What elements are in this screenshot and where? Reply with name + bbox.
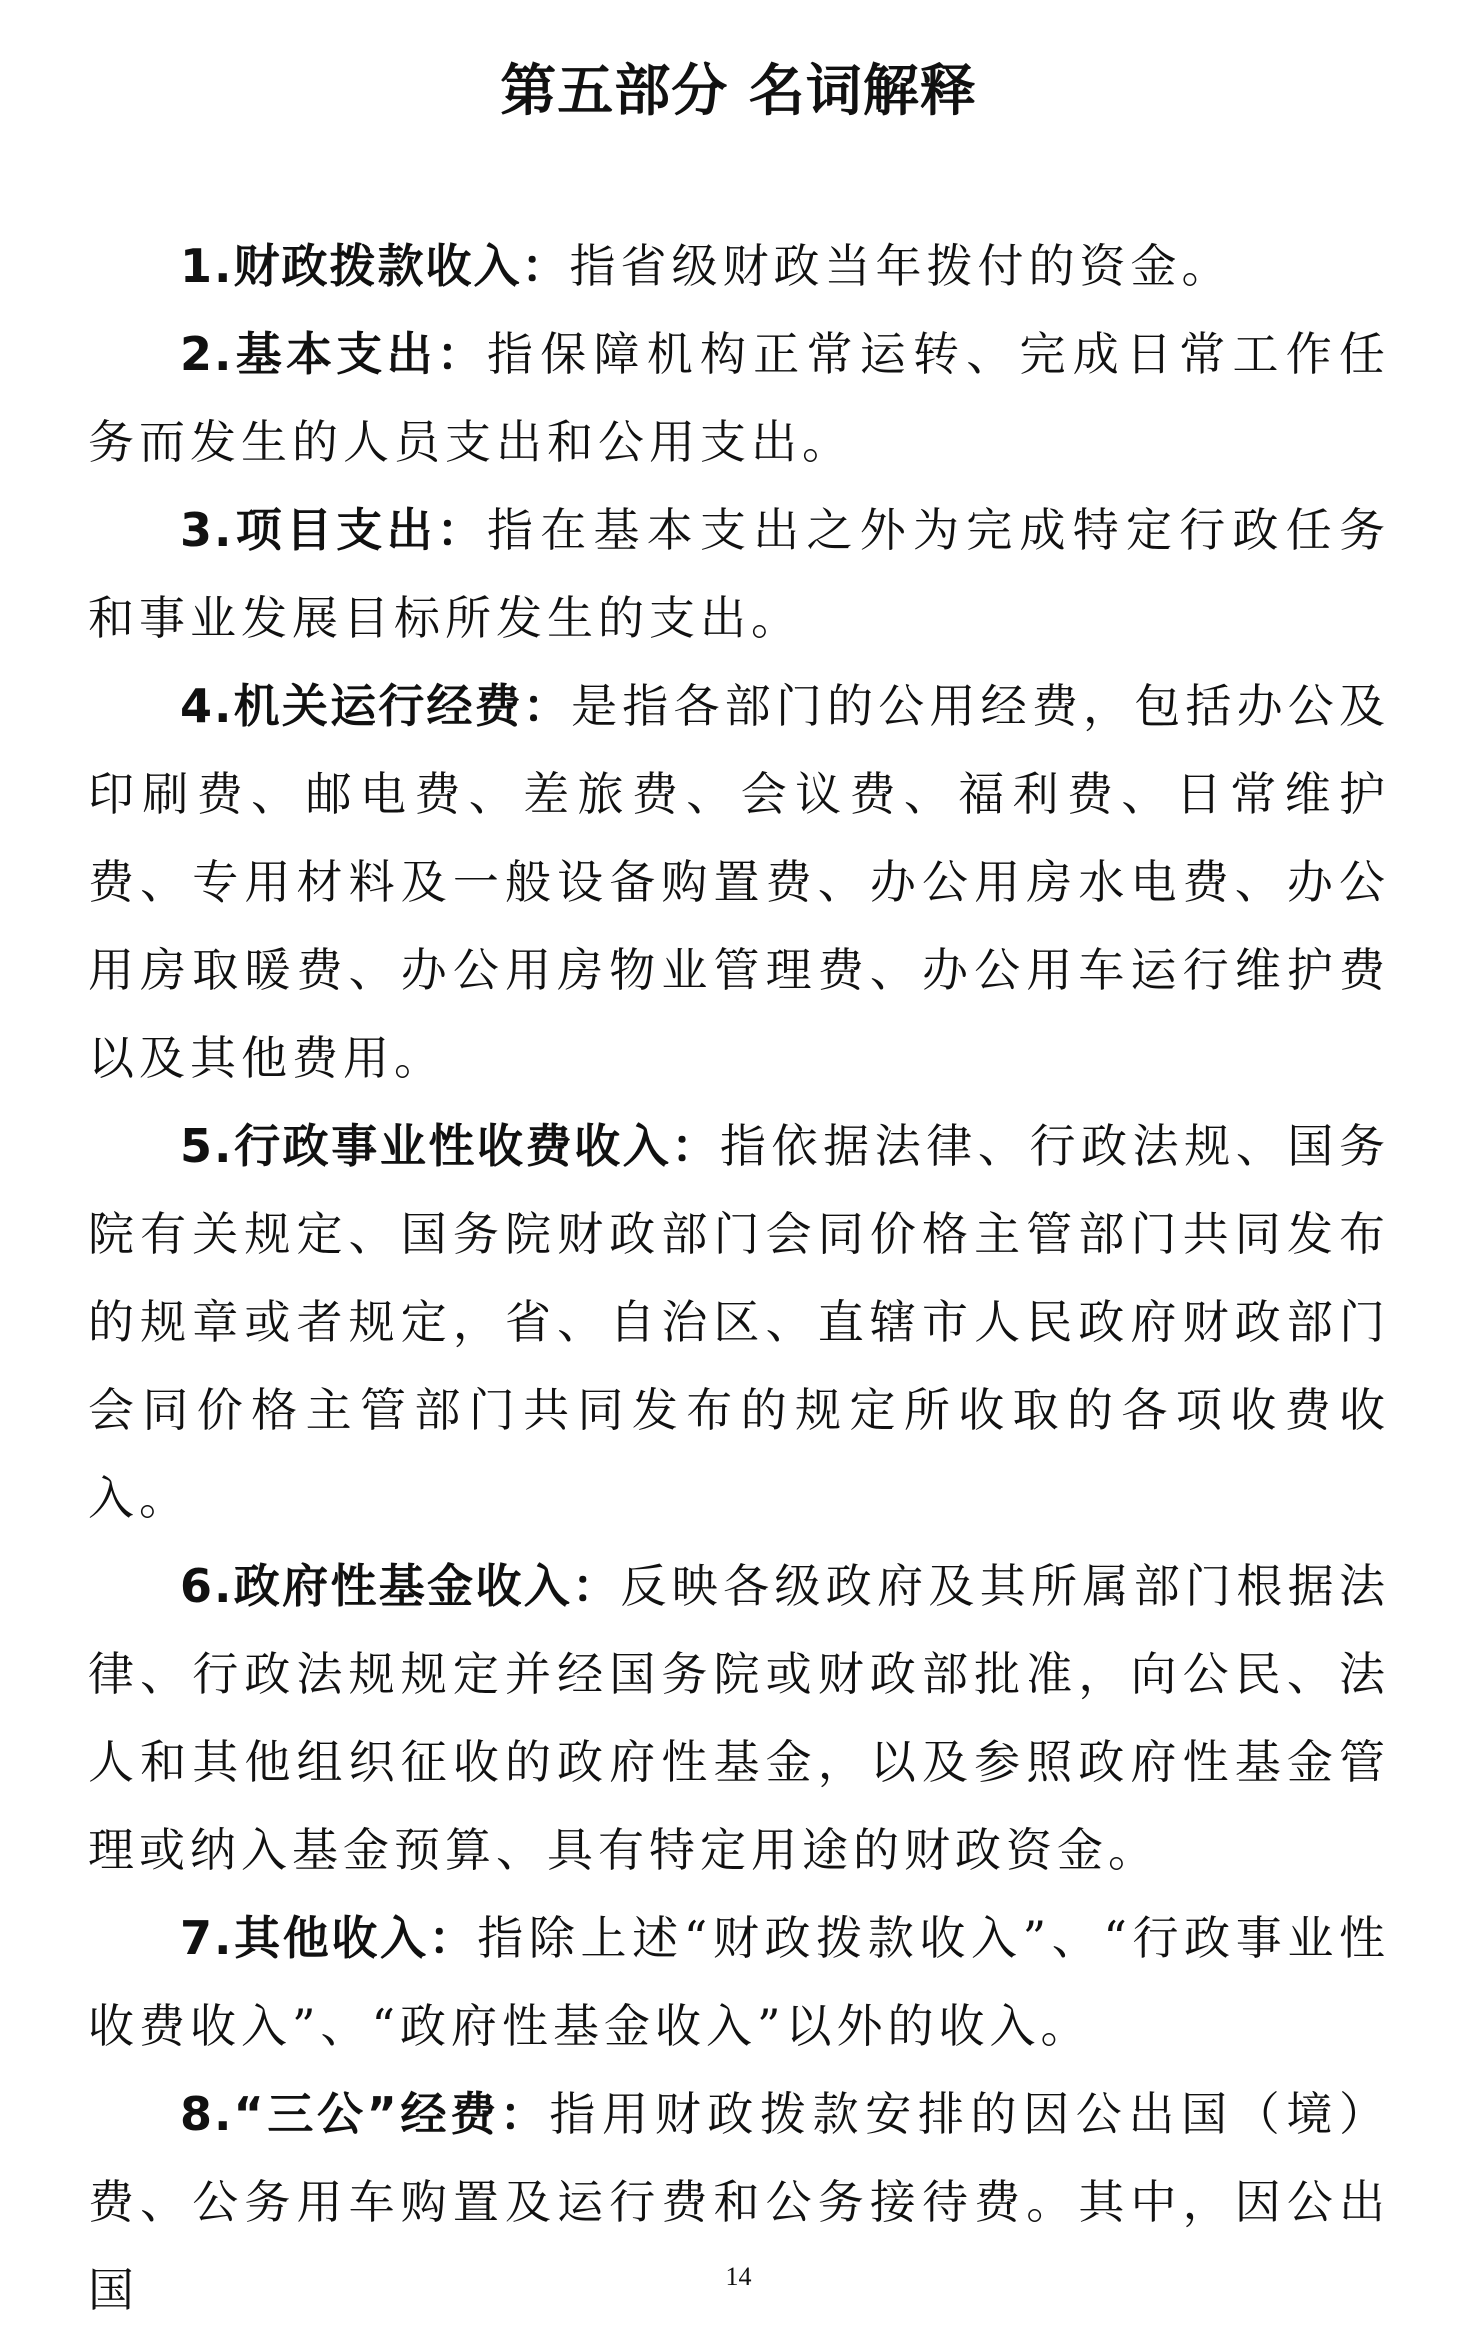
definition-term: 4.机关运行经费： [180,679,572,733]
definition-item [88,1102,1390,1542]
definition-text: 指在基本支出之外为完成特定行政任务和事业发展目标所发生的支出。 [88,503,1391,645]
definition-text: 指除上述“财政拨款收入”、“行政事业性收费收入”、“政府性基金收入”以外的收入。 [88,1911,1390,2053]
definitions-list [88,222,1390,2334]
definition-term: 6.政府性基金收入： [180,1559,621,1613]
definition-item [88,310,1390,486]
definition-item [88,486,1390,662]
definition-text: 指用财政拨款安排的因公出国（境）费、公务用车购置及运行费和公务接待费。其中，因公出国 [88,2087,1390,2317]
definition-item [88,1894,1390,2070]
page-number: 14 [725,2262,752,2291]
definition-term: 7.其他收入： [180,1911,478,1965]
definition-item [88,662,1390,1102]
definition-text: 是指各部门的公用经费，包括办公及印刷费、邮电费、差旅费、会议费、福利费、日常维护费、专用材料及一般设备购置费、办公用房水电费、办公用房取暖费、办公用房物业管理费、办公用车运行维护费以及其他费用。 [88,679,1391,1085]
definition-term: 8.“三公”经费： [180,2087,550,2141]
page-title: 第五部分 名词解释 [500,59,977,124]
definition-text: 指依据法律、行政法规、国务院有关规定、国务院财政部门会同价格主管部门共同发布的规章或者规定，省、自治区、直辖市人民政府财政部门会同价格主管部门共同发布的规定所收取的各项收费收入。 [88,1119,1391,1525]
definition-item [88,1542,1390,1894]
definition-term: 5.行政事业性收费收入： [180,1119,720,1173]
definition-term: 1.财政拨款收入： [180,239,570,293]
definition-text: 指保障机构正常运转、完成日常工作任务而发生的人员支出和公用支出。 [88,327,1391,469]
definition-text: 指省级财政当年拨付的资金。 [569,239,1233,293]
definition-item [88,2070,1390,2334]
definition-text: 反映各级政府及其所属部门根据法律、行政法规规定并经国务院或财政部批准，向公民、法人和其他组织征收的政府性基金，以及参照政府性基金管理或纳入基金预算、具有特定用途的财政资金。 [88,1559,1391,1877]
definition-term: 3.项目支出： [180,503,487,557]
definition-item [88,222,1390,310]
definition-term: 2.基本支出： [180,327,487,381]
